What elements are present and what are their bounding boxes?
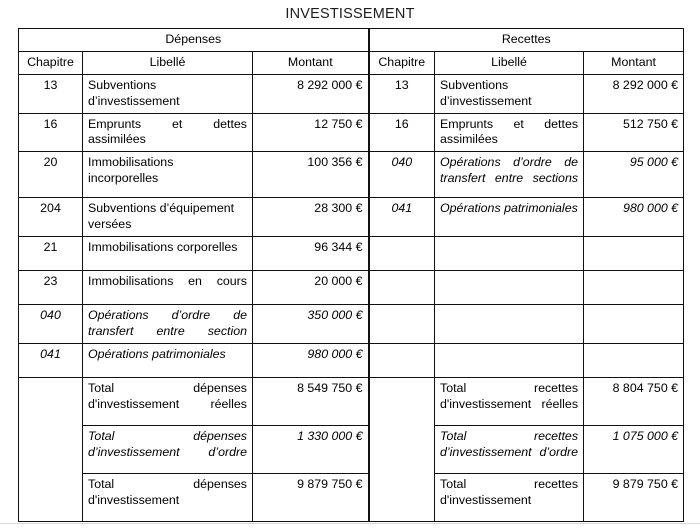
cell-libelle-recettes: Subventions d’investissement <box>435 74 584 113</box>
cell-libelle-recettes <box>435 237 584 271</box>
table-row <box>19 74 684 113</box>
cell-libelle-total-depenses-reelles: Total dépenses d'investissement réelles <box>83 377 253 425</box>
cell-libelle-total-depenses: Total dépenses d'investissement <box>83 473 253 521</box>
cell-montant-recettes: 8 292 000 € <box>584 74 684 113</box>
table-row <box>19 198 684 237</box>
table-row <box>19 152 684 198</box>
table-row <box>19 305 684 344</box>
table-row <box>19 343 684 377</box>
cell-chapitre-recettes: 040 <box>369 152 435 198</box>
cell-libelle-depenses: Opérations patrimoniales <box>83 343 253 377</box>
cell-chapitre-recettes: 041 <box>369 198 435 237</box>
column-header-libelle-depenses: Libellé <box>83 51 253 74</box>
cell-chapitre-recettes <box>369 271 435 305</box>
cell-montant-recettes: 512 750 € <box>584 113 684 152</box>
group-header-depenses: Dépenses <box>19 29 369 52</box>
column-header-montant-depenses: Montant <box>253 51 369 74</box>
cell-chapitre-depenses: 041 <box>19 343 83 377</box>
cell-montant-depenses: 28 300 € <box>253 198 369 237</box>
cell-chapitre-depenses: 204 <box>19 198 83 237</box>
cell-montant-recettes: 980 000 € <box>584 198 684 237</box>
cell-chapitre-depenses: 040 <box>19 305 83 344</box>
cell-libelle-total-recettes-ordre: Total recettes d’investissement d’ordre <box>435 425 584 473</box>
cell-libelle-recettes: Emprunts et dettes assimilées <box>435 113 584 152</box>
cell-montant-depenses: 8 292 000 € <box>253 74 369 113</box>
cell-chapitre-depenses-totals-blank <box>19 377 83 521</box>
cell-montant-recettes <box>584 237 684 271</box>
table-row <box>19 271 684 305</box>
cell-montant-total-recettes-reelles: 8 804 750 € <box>584 377 684 425</box>
cell-libelle-depenses: Subventions d’équipement versées <box>83 198 253 237</box>
cell-libelle-depenses: Immobilisations corporelles <box>83 237 253 271</box>
cell-libelle-recettes <box>435 271 584 305</box>
cell-montant-total-depenses-reelles: 8 549 750 € <box>253 377 369 425</box>
table-row <box>19 113 684 152</box>
cell-libelle-recettes <box>435 343 584 377</box>
cell-montant-recettes: 95 000 € <box>584 152 684 198</box>
page-bottom-divider <box>0 523 700 524</box>
page-title: INVESTISSEMENT <box>285 6 415 22</box>
investment-budget-table <box>18 28 684 522</box>
cell-chapitre-depenses: 13 <box>19 74 83 113</box>
group-header-row <box>19 29 684 52</box>
cell-montant-recettes <box>584 305 684 344</box>
cell-chapitre-recettes <box>369 305 435 344</box>
column-header-montant-recettes: Montant <box>584 51 684 74</box>
cell-chapitre-depenses: 20 <box>19 152 83 198</box>
table-row-total <box>19 377 684 425</box>
cell-montant-depenses: 12 750 € <box>253 113 369 152</box>
cell-montant-recettes <box>584 271 684 305</box>
cell-chapitre-depenses: 21 <box>19 237 83 271</box>
cell-montant-depenses: 96 344 € <box>253 237 369 271</box>
cell-libelle-total-recettes-reelles: Total recettes d'investissement réelles <box>435 377 584 425</box>
cell-chapitre-recettes: 13 <box>369 74 435 113</box>
group-header-recettes: Recettes <box>369 29 684 52</box>
table-row-grand-total <box>19 473 684 521</box>
table-header <box>19 29 684 75</box>
cell-libelle-depenses: Immobilisations en cours <box>83 271 253 305</box>
cell-libelle-depenses: Emprunts et dettes assimilées <box>83 113 253 152</box>
cell-montant-recettes <box>584 343 684 377</box>
column-header-chapitre-depenses: Chapitre <box>19 51 83 74</box>
cell-montant-depenses: 100 356 € <box>253 152 369 198</box>
table-row <box>19 237 684 271</box>
cell-libelle-recettes: Opérations patrimoniales <box>435 198 584 237</box>
cell-montant-total-depenses-ordre: 1 330 000 € <box>253 425 369 473</box>
table-row-total <box>19 425 684 473</box>
cell-montant-total-recettes-ordre: 1 075 000 € <box>584 425 684 473</box>
table-body <box>19 74 684 521</box>
column-header-libelle-recettes: Libellé <box>435 51 584 74</box>
cell-libelle-depenses: Immobilisations incorporelles <box>83 152 253 198</box>
cell-chapitre-recettes: 16 <box>369 113 435 152</box>
cell-libelle-recettes <box>435 305 584 344</box>
cell-libelle-recettes: Opérations d’ordre de transfert entre sections <box>435 152 584 198</box>
cell-montant-depenses: 980 000 € <box>253 343 369 377</box>
cell-chapitre-recettes-totals-blank <box>369 377 435 521</box>
cell-libelle-total-recettes: Total recettes d'investissement <box>435 473 584 521</box>
cell-libelle-total-depenses-ordre: Total dépenses d’investissement d’ordre <box>83 425 253 473</box>
column-header-row <box>19 51 684 74</box>
cell-montant-depenses: 20 000 € <box>253 271 369 305</box>
cell-montant-total-depenses: 9 879 750 € <box>253 473 369 521</box>
cell-chapitre-recettes <box>369 343 435 377</box>
cell-libelle-depenses: Subventions d’investissement <box>83 74 253 113</box>
cell-chapitre-depenses: 23 <box>19 271 83 305</box>
cell-montant-total-recettes: 9 879 750 € <box>584 473 684 521</box>
investment-table-container <box>18 28 683 522</box>
cell-chapitre-recettes <box>369 237 435 271</box>
cell-libelle-depenses: Opérations d’ordre de transfert entre section <box>83 305 253 344</box>
cell-montant-depenses: 350 000 € <box>253 305 369 344</box>
cell-chapitre-depenses: 16 <box>19 113 83 152</box>
column-header-chapitre-recettes: Chapitre <box>369 51 435 74</box>
